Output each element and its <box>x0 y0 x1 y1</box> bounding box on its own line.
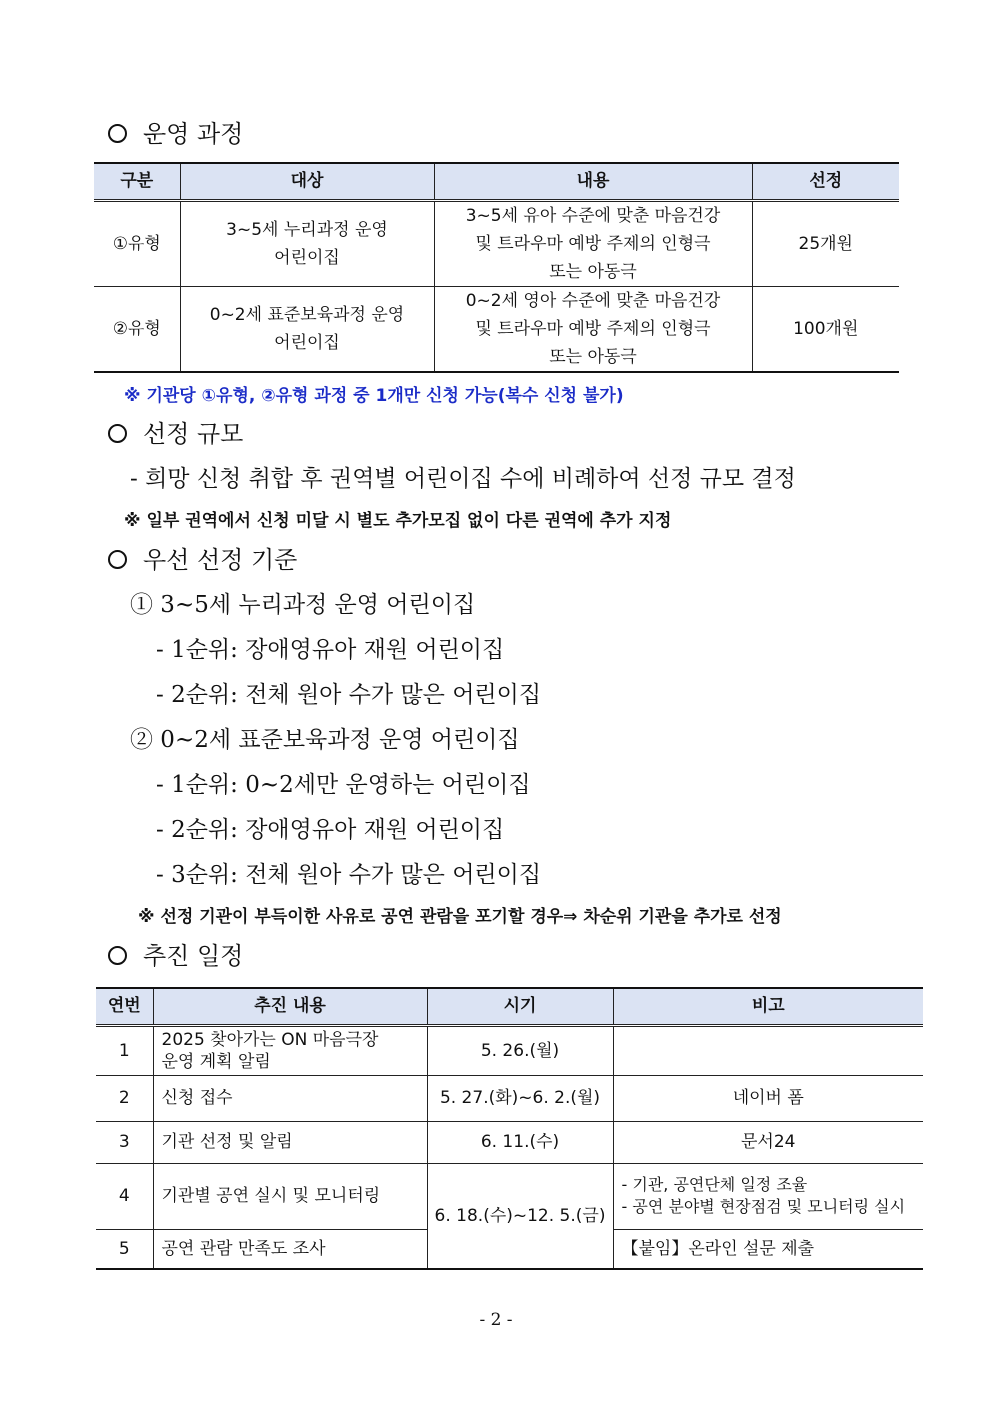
cell-text: 어린이집 <box>274 247 340 268</box>
table-row <box>94 286 899 372</box>
cell-text: 및 트라우마 예방 주제의 인형극 <box>475 233 711 254</box>
note-single-application: ※ 기관당 ①유형, ②유형 과정 중 1개만 신청 가능(복수 신청 불가) <box>124 386 624 406</box>
priority-item: - 3순위: 전체 원아 수가 많은 어린이집 <box>156 862 542 888</box>
cell-period: 5. 26.(월) <box>427 1025 613 1075</box>
priority-item: - 2순위: 전체 원아 수가 많은 어린이집 <box>156 682 542 708</box>
cell-text: 또는 아동극 <box>549 261 637 282</box>
cell-text: 3~5세 누리과정 운영 <box>226 219 388 240</box>
header-period: 시기 <box>427 988 613 1025</box>
table-row <box>96 1163 923 1229</box>
cell-content: 기관별 공연 실시 및 모니터링 <box>153 1163 427 1229</box>
priority-item: - 1순위: 장애영유아 재원 어린이집 <box>156 637 505 663</box>
circle-bullet-icon <box>108 550 127 569</box>
cell-text: 2025 찾아가는 ON 마음극장 <box>161 1029 379 1050</box>
priority-group1-title: ① 3~5세 누리과정 운영 어린이집 <box>130 592 476 618</box>
cell-remark <box>613 1163 923 1229</box>
circle-bullet-icon <box>108 124 127 143</box>
cell-remark: 네이버 폼 <box>613 1075 923 1121</box>
schedule-table <box>96 987 923 1270</box>
cell-content: 신청 접수 <box>153 1075 427 1121</box>
cell-text: 또는 아동극 <box>549 346 637 367</box>
section-heading-operation <box>108 114 243 149</box>
section-heading-text: 추진 일정 <box>143 942 244 970</box>
page-number: - 2 - <box>479 1310 513 1330</box>
table-header-row <box>94 163 899 200</box>
cell-count: 100개원 <box>752 286 899 372</box>
header-count: 선정 <box>752 163 899 200</box>
scale-description: - 희망 신청 취합 후 권역별 어린이집 수에 비례하여 선정 규모 결정 <box>130 466 796 492</box>
cell-text: 및 트라우마 예방 주제의 인형극 <box>475 318 711 339</box>
cell-text: 운영 계획 알림 <box>161 1051 271 1072</box>
cell-target <box>180 286 434 372</box>
section-heading-schedule <box>108 936 243 971</box>
cell-remark: 문서24 <box>613 1121 923 1163</box>
cell-type: ②유형 <box>94 286 180 372</box>
header-target: 대상 <box>180 163 434 200</box>
cell-no: 1 <box>96 1025 153 1075</box>
remark-item: - 공연 분야별 현장점검 및 모니터링 실시 <box>621 1197 906 1216</box>
cell-no: 3 <box>96 1121 153 1163</box>
cell-remark <box>613 1025 923 1075</box>
table-header-row <box>96 988 923 1025</box>
cell-target <box>180 200 434 286</box>
section-heading-text: 운영 과정 <box>143 120 244 148</box>
cell-period: 5. 27.(화)~6. 2.(월) <box>427 1075 613 1121</box>
cell-period: 6. 18.(수)~12. 5.(금) <box>427 1163 613 1269</box>
header-no: 연번 <box>96 988 153 1025</box>
cell-count: 25개원 <box>752 200 899 286</box>
cell-period: 6. 11.(수) <box>427 1121 613 1163</box>
section-heading-text: 우선 선정 기준 <box>143 546 298 574</box>
priority-item: - 1순위: 0~2세만 운영하는 어린이집 <box>156 772 531 798</box>
cell-no: 4 <box>96 1163 153 1229</box>
note-additional-designation: ※ 일부 권역에서 신청 미달 시 별도 추가모집 없이 다른 권역에 추가 지정 <box>124 511 672 531</box>
note-alternate-selection: ※ 선정 기관이 부득이한 사유로 공연 관람을 포기할 경우⇒ 차순위 기관을 추가로 선정 <box>138 907 782 927</box>
table-row <box>96 1025 923 1075</box>
cell-text: 0~2세 표준보육과정 운영 <box>209 304 405 325</box>
section-heading-scale <box>108 414 243 449</box>
cell-type: ①유형 <box>94 200 180 286</box>
circle-bullet-icon <box>108 424 127 443</box>
remark-item: - 기관, 공연단체 일정 조율 <box>621 1175 808 1194</box>
operation-table <box>94 162 899 373</box>
header-content: 내용 <box>434 163 752 200</box>
priority-item: - 2순위: 장애영유아 재원 어린이집 <box>156 817 505 843</box>
cell-text: 어린이집 <box>274 332 340 353</box>
cell-remark: 【붙임】온라인 설문 제출 <box>613 1229 923 1269</box>
cell-text: 3~5세 유아 수준에 맞춘 마음건강 <box>465 205 721 226</box>
cell-no: 2 <box>96 1075 153 1121</box>
cell-content <box>434 286 752 372</box>
table-row <box>94 200 899 286</box>
header-remark: 비고 <box>613 988 923 1025</box>
cell-content: 기관 선정 및 알림 <box>153 1121 427 1163</box>
header-content: 추진 내용 <box>153 988 427 1025</box>
circle-bullet-icon <box>108 946 127 965</box>
cell-text: 0~2세 영아 수준에 맞춘 마음건강 <box>465 290 721 311</box>
cell-content: 공연 관람 만족도 조사 <box>153 1229 427 1269</box>
cell-no: 5 <box>96 1229 153 1269</box>
section-heading-priority <box>108 540 297 575</box>
header-type: 구분 <box>94 163 180 200</box>
table-row <box>96 1121 923 1163</box>
cell-content <box>153 1025 427 1075</box>
table-row <box>96 1075 923 1121</box>
section-heading-text: 선정 규모 <box>143 420 244 448</box>
priority-group2-title: ② 0~2세 표준보육과정 운영 어린이집 <box>130 727 520 753</box>
cell-content <box>434 200 752 286</box>
